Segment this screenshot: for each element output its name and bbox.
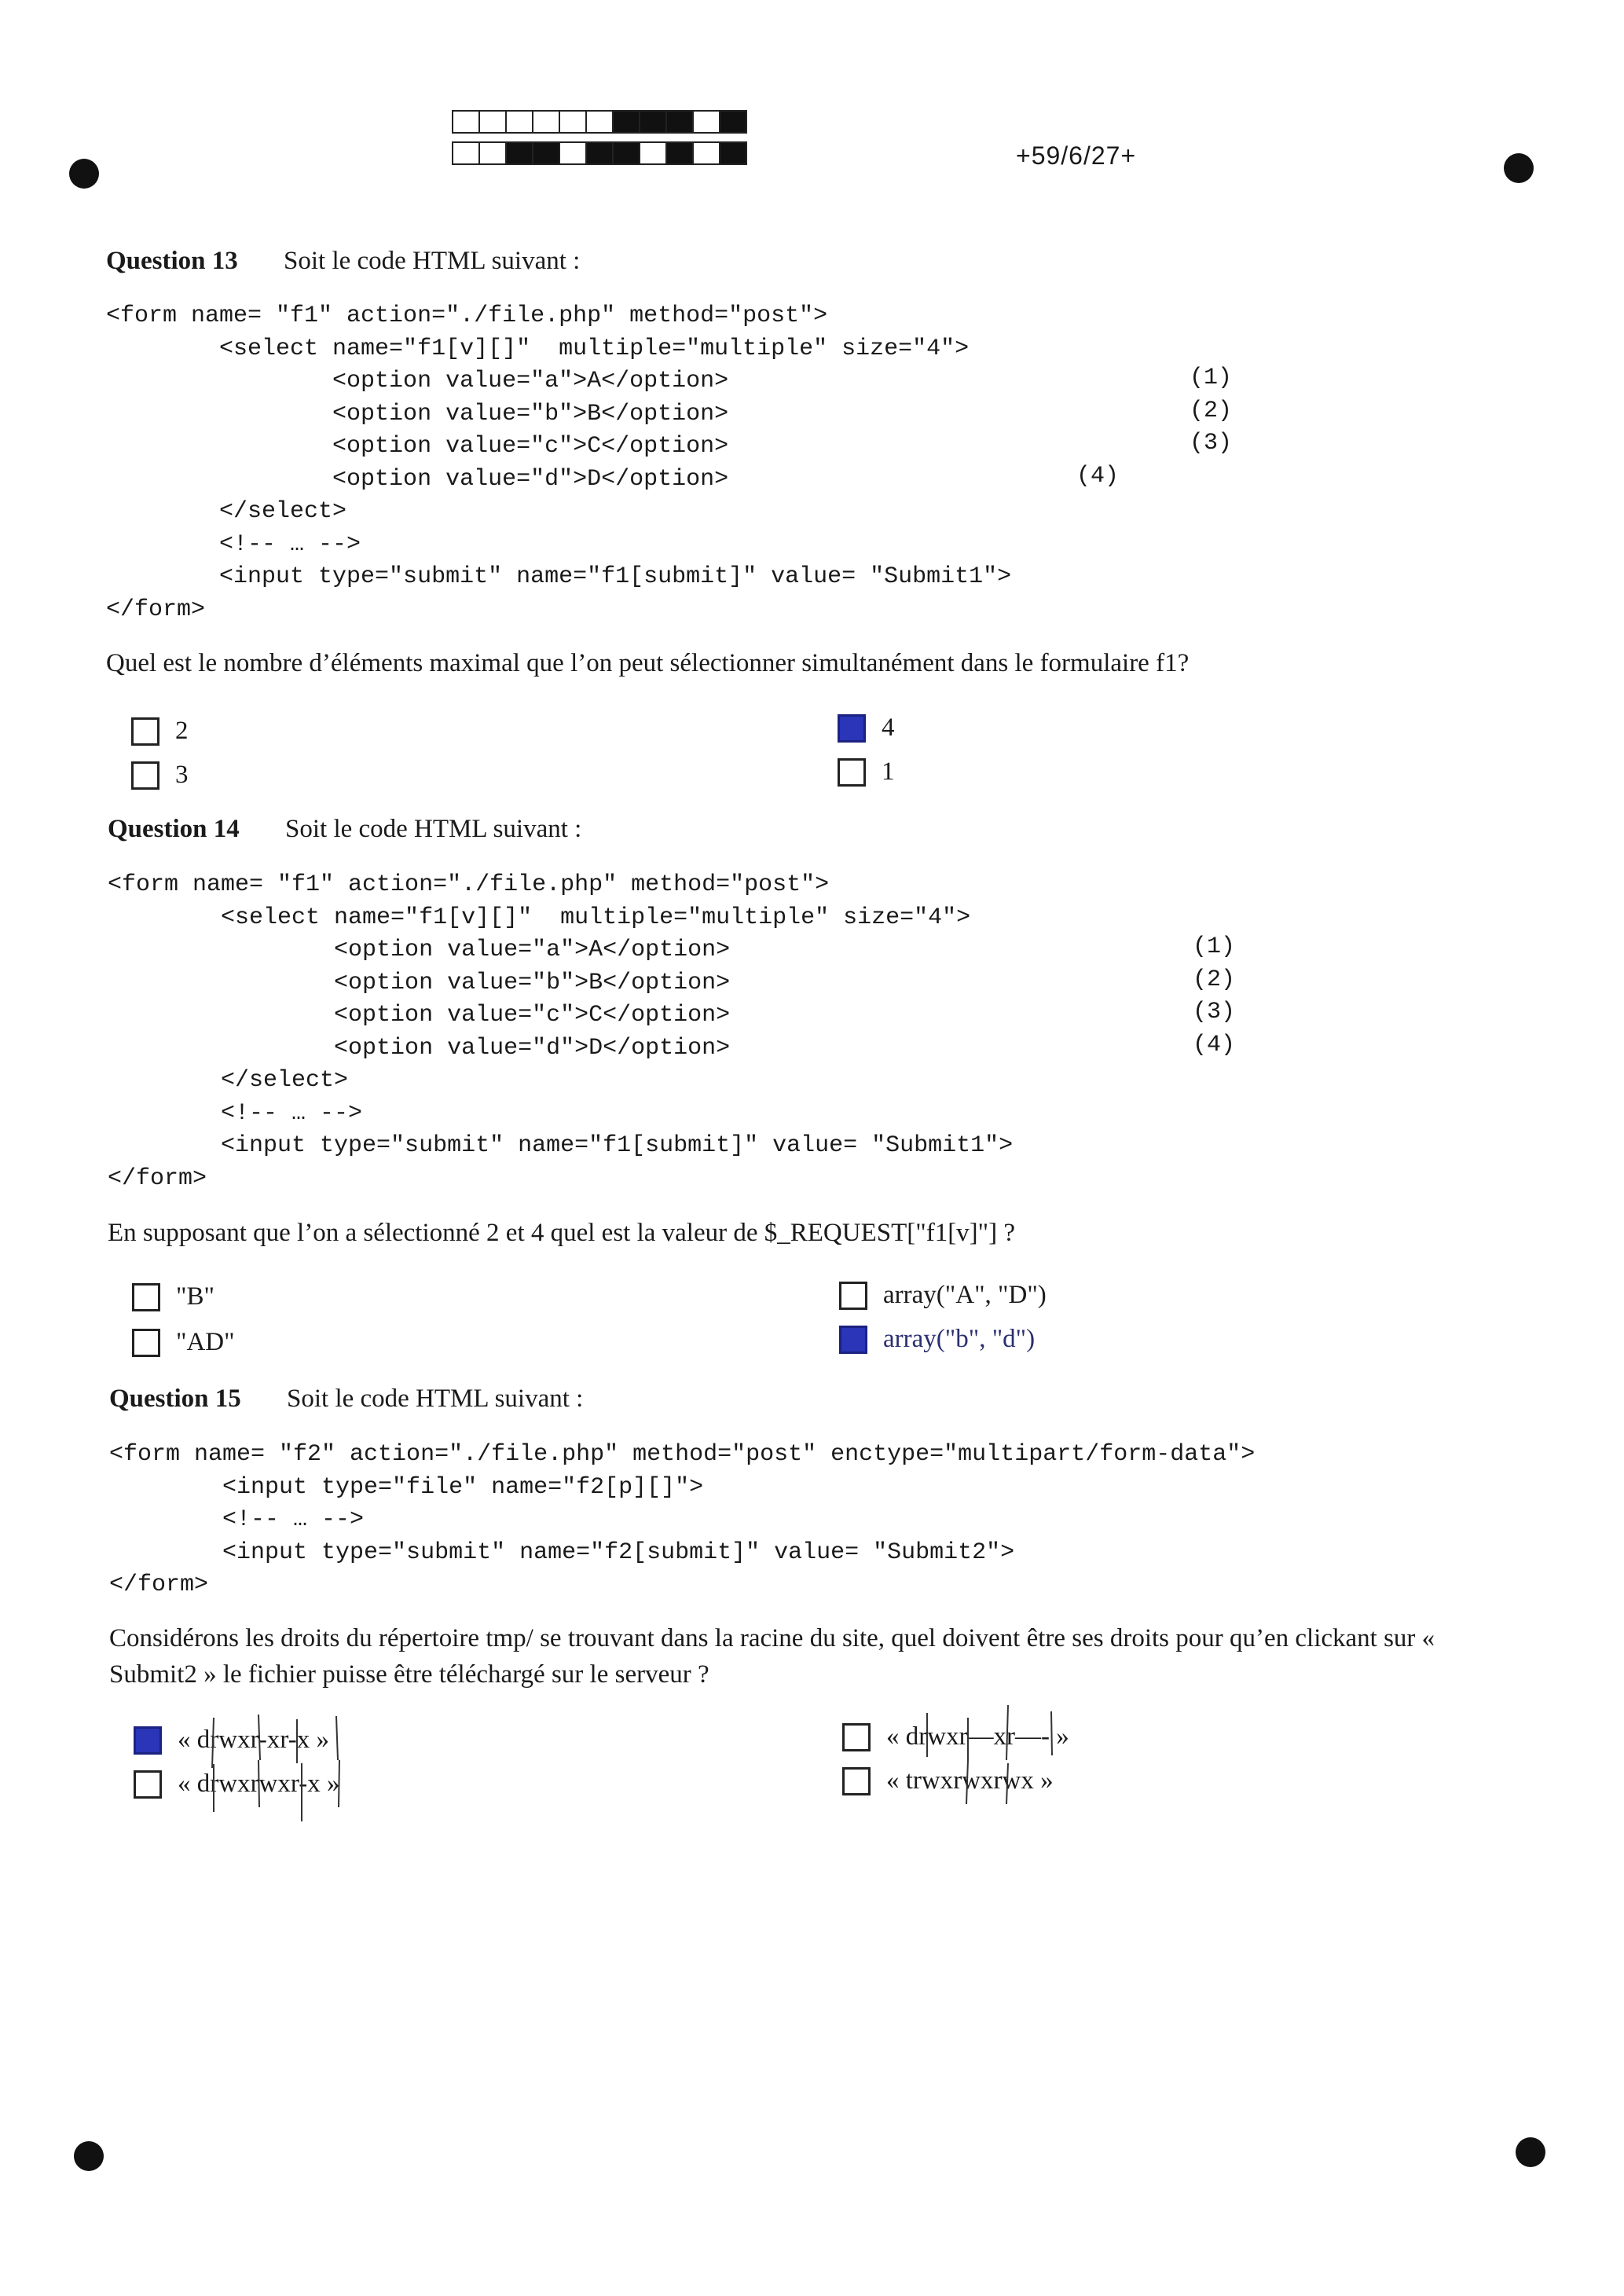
checkbox[interactable]	[839, 1282, 867, 1310]
choice-q13-a[interactable]	[131, 717, 189, 746]
question-15-prompt: Considérons les droits du répertoire tmp/ se trouvant dans la racine du site, quel doivent être ses droits pour qu’en clickant sur « Submit2 » le fichier puisse être téléchargé sur le serveur ?	[109, 1624, 1435, 1689]
line-number: (3)	[1193, 999, 1236, 1025]
barcode-row-2	[452, 141, 746, 165]
barcode-cell	[559, 110, 587, 134]
question-14-code: <form name= "f1" action="./file.php" method="post"> <select name="f1[v][]" multiple="multiple" size="4"> <option value="a">A</option> <option value="b">B</option> <option value="c">C</option> <option value="d">D</option> </select> <!-- … --> <input type="submit" name="f1[submit]" value= "Submit1"> </form>	[108, 871, 1014, 1192]
barcode-cell	[452, 110, 480, 134]
checkbox[interactable]	[131, 717, 159, 746]
line-number: (2)	[1190, 398, 1233, 424]
line-number: (1)	[1193, 933, 1236, 960]
registration-dot-bottom-left	[74, 2141, 104, 2171]
exam-id: +59/6/27+	[1016, 141, 1137, 170]
choice-label: « trwxrwxrwx »	[886, 1766, 1054, 1795]
barcode-cell	[692, 110, 720, 134]
checkbox[interactable]	[131, 761, 159, 790]
checkbox[interactable]	[838, 758, 866, 787]
question-14-prompt: En supposant que l’on a sélectionné 2 et 4 quel est la valeur de $_REQUEST["f1[v]"] ?	[108, 1219, 1016, 1247]
line-number: (4)	[1193, 1032, 1236, 1058]
barcode-cell	[532, 141, 560, 165]
question-intro: Soit le code HTML suivant :	[284, 247, 581, 275]
question-15-header	[109, 1385, 583, 1414]
choice-q15-b[interactable]	[134, 1770, 339, 1799]
barcode-cell	[639, 110, 667, 134]
question-15-code: <form name= "f2" action="./file.php" method="post" enctype="multipart/form-data"> <input type="file" name="f2[p][]"> <!-- … --> <input type="submit" name="f2[submit]" value= "Submit2"> </form>	[109, 1441, 1256, 1598]
barcode-cell	[665, 141, 694, 165]
checkbox-checked[interactable]	[839, 1326, 867, 1354]
barcode-cell	[639, 141, 667, 165]
barcode-cell	[452, 141, 480, 165]
choice-label: 1	[882, 757, 895, 786]
line-number: (4)	[1076, 463, 1120, 490]
barcode-cell	[505, 110, 533, 134]
choice-label: "AD"	[176, 1328, 235, 1356]
checkbox-checked[interactable]	[134, 1726, 162, 1755]
checkbox[interactable]	[842, 1723, 871, 1751]
question-13-header	[106, 247, 580, 276]
choice-label: 3	[175, 761, 189, 789]
choice-q15-a[interactable]	[134, 1726, 329, 1755]
question-number: Question 13	[106, 247, 238, 275]
question-number: Question 15	[109, 1385, 241, 1413]
choice-label: array("b", "d")	[883, 1325, 1036, 1353]
barcode-cell	[692, 141, 720, 165]
choice-label: « drwxrwxr-x »	[178, 1770, 340, 1798]
question-13-prompt: Quel est le nombre d’éléments maximal que l’on peut sélectionner simultanément dans le formulaire f1?	[106, 649, 1190, 677]
choice-q14-b[interactable]	[132, 1328, 235, 1357]
question-number: Question 14	[108, 815, 240, 843]
checkbox-checked[interactable]	[838, 714, 866, 743]
barcode-cell	[559, 141, 587, 165]
line-number: (2)	[1193, 966, 1236, 993]
barcode-cell	[612, 141, 640, 165]
choice-q13-c[interactable]	[838, 713, 895, 743]
barcode-cell	[665, 110, 694, 134]
checkbox[interactable]	[842, 1767, 871, 1795]
choice-label: "B"	[176, 1282, 214, 1311]
choice-q15-c[interactable]	[842, 1722, 1069, 1751]
choice-q13-b[interactable]	[131, 761, 189, 790]
barcode-cell	[585, 141, 614, 165]
choice-label: « drwxr—xr—- »	[886, 1722, 1069, 1751]
registration-dot-top-left	[69, 159, 99, 189]
barcode-cell	[478, 141, 507, 165]
barcode-cell	[478, 110, 507, 134]
choice-label: 2	[175, 717, 189, 745]
choice-label: « drwxr-xr-x »	[178, 1726, 329, 1754]
barcode-cell	[612, 110, 640, 134]
line-number: (1)	[1190, 365, 1233, 391]
checkbox[interactable]	[134, 1770, 162, 1799]
checkbox[interactable]	[132, 1283, 160, 1311]
barcode-cell	[505, 141, 533, 165]
question-intro: Soit le code HTML suivant :	[285, 815, 582, 843]
registration-dot-top-right	[1504, 153, 1534, 183]
choice-q14-d[interactable]	[839, 1325, 1035, 1354]
choice-label: 4	[882, 713, 895, 742]
choice-q13-d[interactable]	[838, 757, 895, 787]
choice-q14-a[interactable]	[132, 1282, 214, 1311]
barcode-cell	[585, 110, 614, 134]
line-number: (3)	[1190, 430, 1233, 457]
choice-q15-d[interactable]	[842, 1766, 1054, 1795]
choice-label: array("A", "D")	[883, 1281, 1047, 1309]
checkbox[interactable]	[132, 1329, 160, 1357]
barcode-cell	[719, 141, 747, 165]
question-14-header	[108, 815, 581, 844]
barcode-cell	[532, 110, 560, 134]
registration-dot-bottom-right	[1516, 2137, 1545, 2167]
question-13-code: <form name= "f1" action="./file.php" method="post"> <select name="f1[v][]" multiple="multiple" size="4"> <option value="a">A</option> <option value="b">B</option> <option value="c">C</option> <option value="d">D</option> </select> <!-- … --> <input type="submit" name="f1[submit]" value= "Submit1"> </form>	[106, 303, 1012, 623]
choice-q14-c[interactable]	[839, 1281, 1047, 1310]
barcode-row-1	[452, 110, 746, 134]
barcode-cell	[719, 110, 747, 134]
question-intro: Soit le code HTML suivant :	[287, 1385, 584, 1413]
